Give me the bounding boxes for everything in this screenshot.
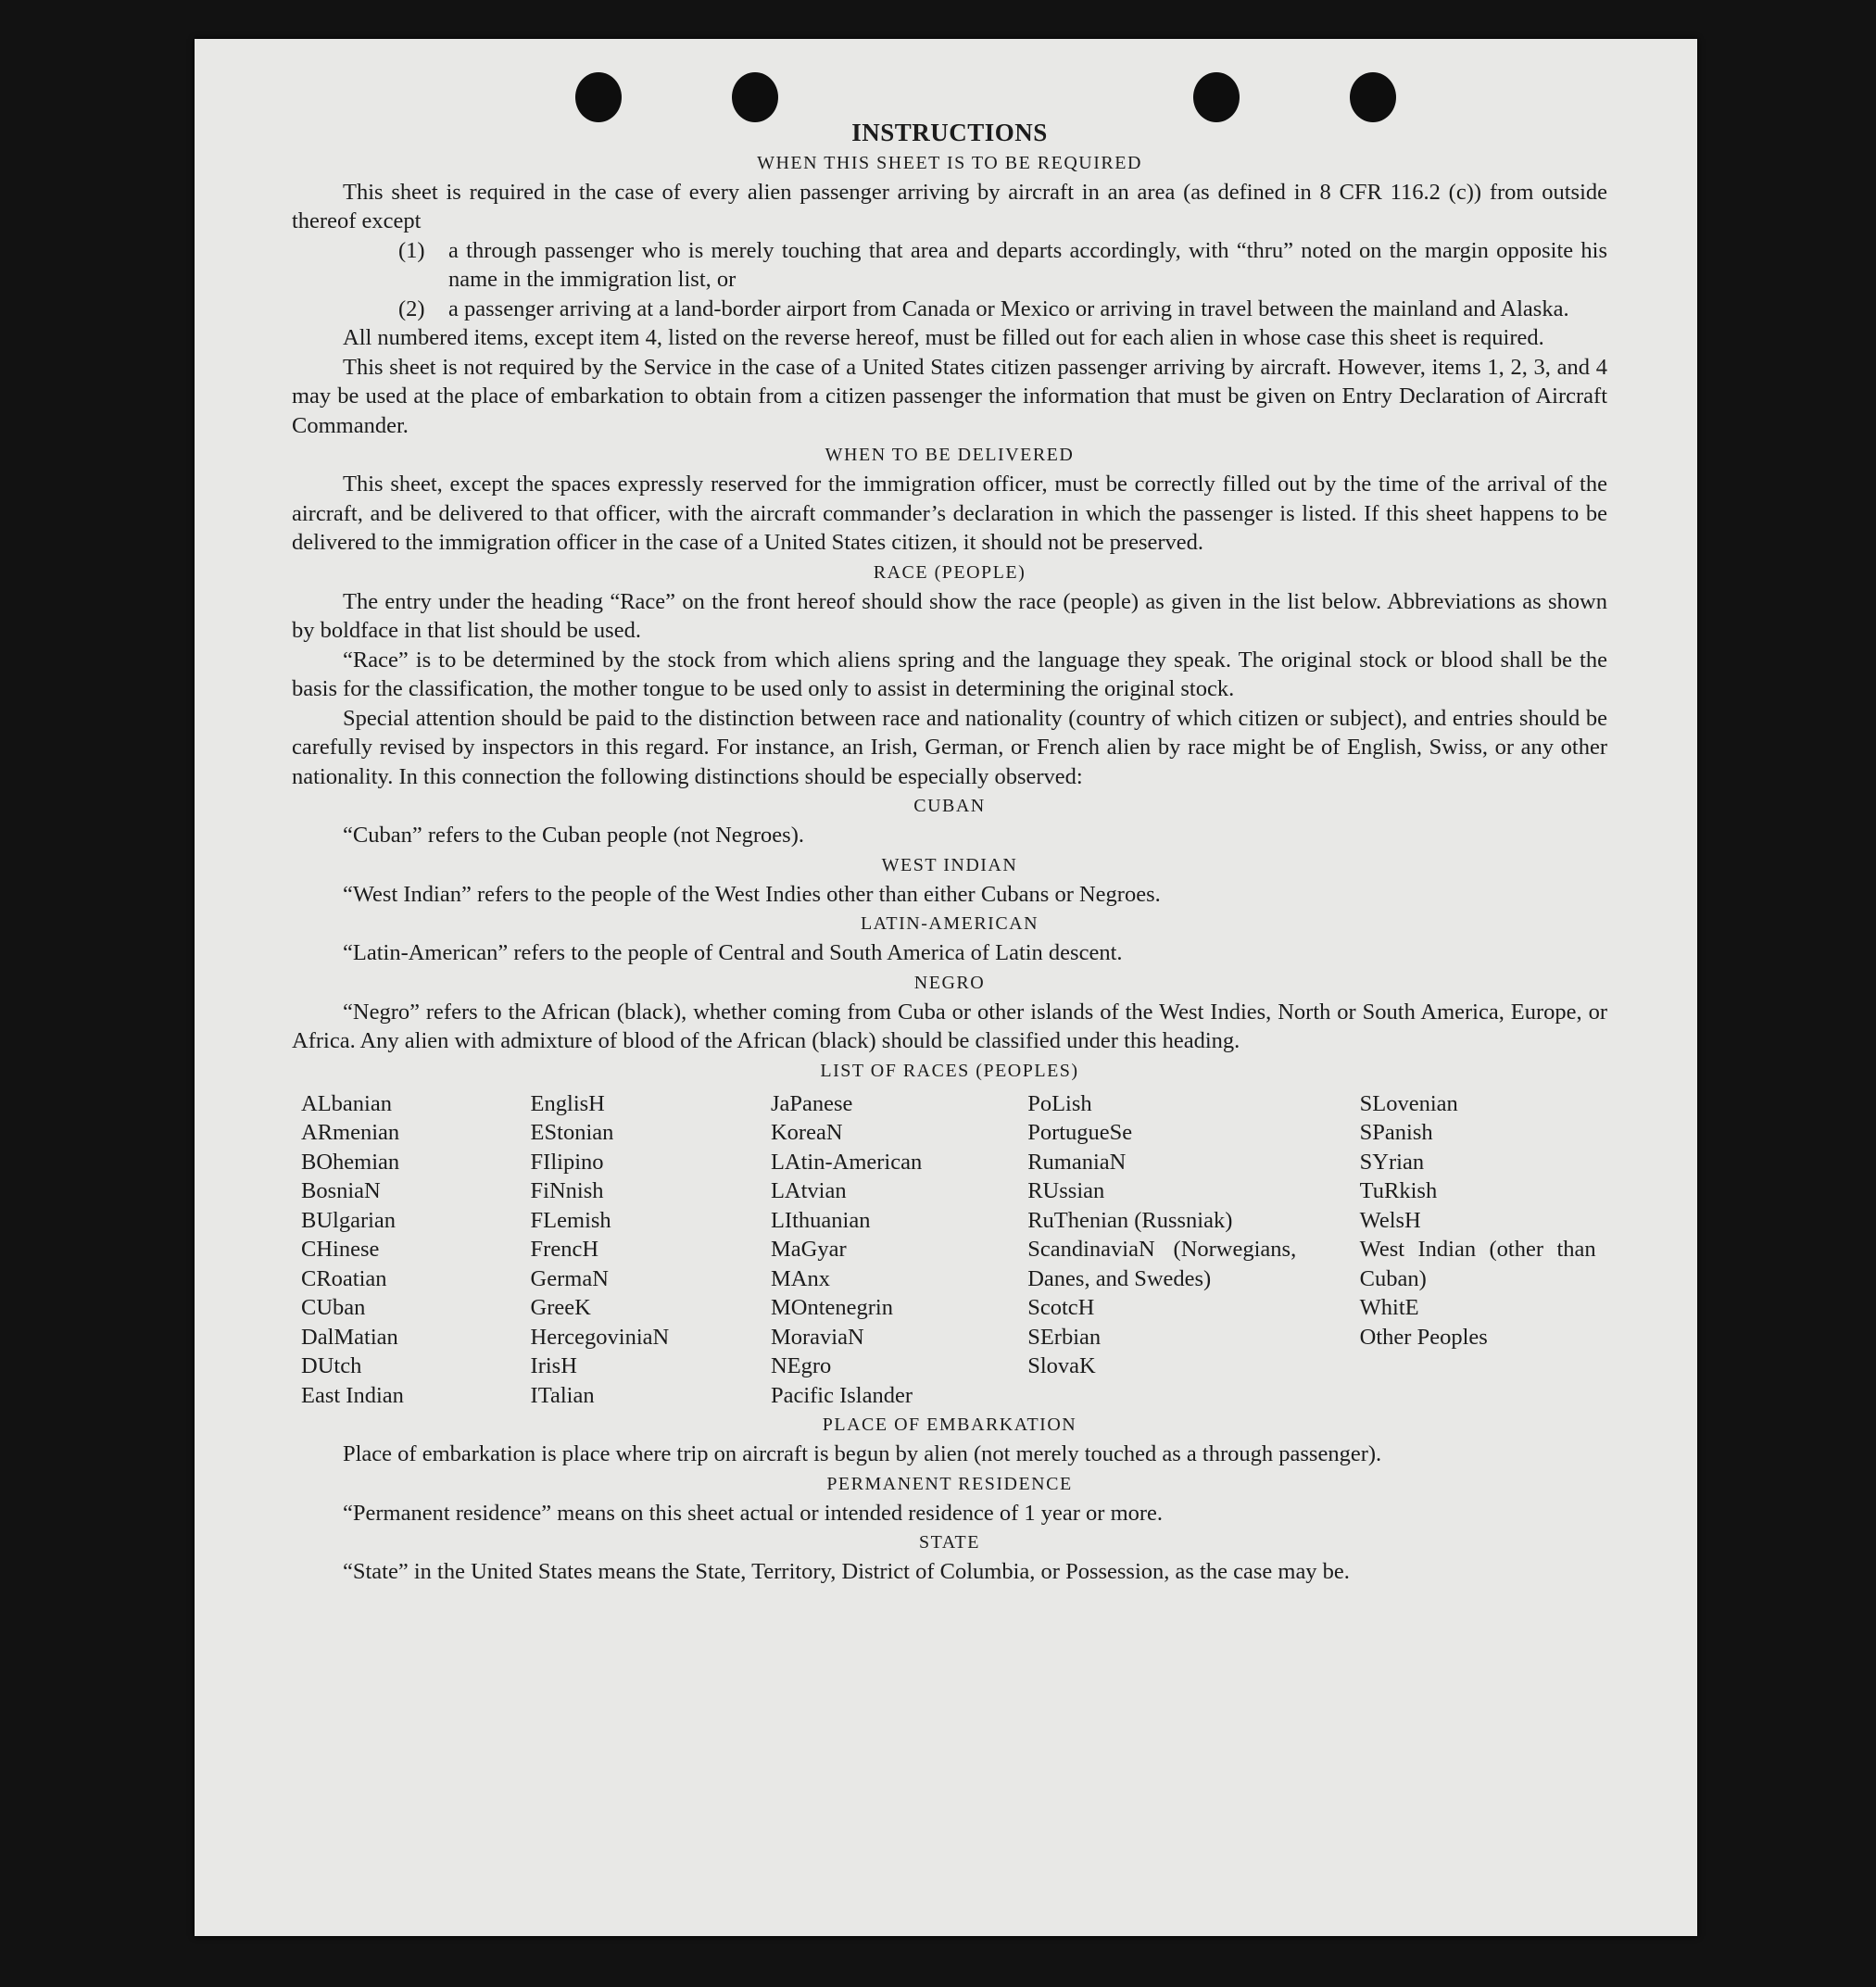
race-entry: Pacific Islander <box>770 1382 913 1408</box>
race-entry: CRoatian <box>301 1265 387 1291</box>
section-heading: WHEN TO BE DELIVERED <box>825 445 1075 465</box>
race-entry: SPanish <box>1359 1120 1433 1145</box>
section-heading: RACE (PEOPLE) <box>873 561 1026 583</box>
paragraph: “Cuban” refers to the Cuban people (not Negroes). <box>343 823 804 848</box>
punch-hole <box>1193 72 1240 122</box>
race-entry: GreeK <box>530 1295 591 1320</box>
race-entry: LIthuanian <box>770 1207 871 1233</box>
section-heading: WEST INDIAN <box>881 854 1018 875</box>
race-column <box>1360 1089 1607 1411</box>
race-entry: DUtch <box>301 1353 362 1378</box>
punch-hole <box>1350 72 1396 122</box>
race-entry: Other Peoples <box>1359 1324 1488 1350</box>
section-heading: NEGRO <box>913 972 986 993</box>
race-entry: MAnx <box>770 1265 830 1291</box>
race-entry: SYrian <box>1359 1149 1425 1175</box>
race-entry: SlovaK <box>1027 1353 1096 1378</box>
race-entry: CUban <box>301 1295 366 1320</box>
race-entry: KoreaN <box>770 1120 843 1145</box>
document-body <box>292 119 1607 1587</box>
race-list <box>292 1089 1607 1411</box>
race-column <box>1027 1089 1359 1411</box>
paragraph: “West Indian” refers to the people of the West Indies other than either Cubans or Negroes. <box>343 881 1161 907</box>
section-heading: CUBAN <box>913 796 986 816</box>
race-entry: WhitE <box>1359 1295 1419 1320</box>
exception-text: a through passenger who is merely touching that area and departs accordingly, with “thru” noted on the margin opposite his name in the immigration list, or <box>448 237 1607 292</box>
race-entry: PoLish <box>1027 1090 1092 1116</box>
paragraph: “Latin-American” refers to the people of Central and South America of Latin descent. <box>343 940 1123 965</box>
paragraph: “State” in the United States means the State, Territory, District of Columbia, or Possession, as the case may be. <box>343 1559 1350 1584</box>
section-heading: WHEN THIS SHEET IS TO BE REQUIRED <box>757 152 1142 173</box>
paragraph: All numbered items, except item 4, listed on the reverse hereof, must be filled out for each alien in whose case this sheet is required. <box>343 325 1544 350</box>
race-entry: ITalian <box>530 1382 595 1408</box>
paragraph: “Permanent residence” means on this sheet actual or intended residence of 1 year or more. <box>343 1500 1164 1526</box>
race-column <box>771 1089 1027 1411</box>
paragraph: The entry under the heading “Race” on the front hereof should show the race (people) as given in the list below. Abbreviations as shown by boldface in that list should be used. <box>292 588 1607 643</box>
paragraph: This sheet, except the spaces expressly reserved for the immigration officer, must be correctly filled out by the time of the arrival of the aircraft, and be delivered to that officer, with the aircraft commander’s declaration in which the passenger is listed. If this sheet happens to be delivered to the immigration officer in the case of a United States citizen, it should not be preserved. <box>292 472 1607 555</box>
race-entry: ALbanian <box>301 1090 392 1116</box>
paragraph: This sheet is not required by the Service in the case of a United States citizen passenger arriving by aircraft. However, items 1, 2, 3, and 4 may be used at the place of embarkation to obtain from a citizen passenger the information that must be given on Entry Declaration of Aircraft Commander. <box>292 354 1607 438</box>
exception-item <box>398 236 1607 295</box>
race-entry: HercegoviniaN <box>530 1324 670 1350</box>
section-heading: PLACE OF EMBARKATION <box>822 1415 1077 1435</box>
race-entry: BUlgarian <box>301 1207 397 1233</box>
paragraph: “Negro” refers to the African (black), whether coming from Cuba or other islands of the West Indies, North or South America, Europe, or Africa. Any alien with admixture of blood of the African (black) should be classified under this heading. <box>292 999 1607 1053</box>
race-entry: ScotcH <box>1027 1295 1095 1320</box>
race-entry: ARmenian <box>301 1120 400 1145</box>
race-entry: FiNnish <box>530 1178 604 1203</box>
race-entry: TuRkish <box>1359 1178 1438 1203</box>
race-entry: CHinese <box>301 1237 380 1262</box>
race-entry: BOhemian <box>301 1149 400 1175</box>
race-entry: RuThenian (Russniak) <box>1027 1207 1233 1233</box>
race-entry: EnglisH <box>530 1090 605 1116</box>
race-entry: SErbian <box>1027 1324 1102 1350</box>
race-entry: EStonian <box>530 1120 614 1145</box>
race-entry: IrisH <box>530 1353 577 1378</box>
exception-text: a passenger arriving at a land-border airport from Canada or Mexico or arriving in travel between the mainland and Alaska. <box>448 296 1569 321</box>
exception-item <box>398 295 1607 324</box>
race-entry: FLemish <box>530 1207 611 1233</box>
section-heading: LIST OF RACES (PEOPLES) <box>820 1060 1079 1081</box>
race-entry: PortugueSe <box>1027 1120 1133 1145</box>
race-entry: FIlipino <box>530 1149 604 1175</box>
race-entry: SLovenian <box>1359 1090 1458 1116</box>
race-entry: MOntenegrin <box>770 1295 893 1320</box>
section-heading: LATIN-AMERICAN <box>860 913 1039 934</box>
race-entry: NEgro <box>770 1353 832 1378</box>
race-entry: West Indian (other than Cuban) <box>1359 1237 1596 1291</box>
race-column <box>531 1089 771 1411</box>
paragraph: Special attention should be paid to the distinction between race and nationality (country of which citizen or subject), and entries should be carefully revised by inspectors in this regard. For instance, an Irish, German, or French alien by race might be of English, Swiss, or any other nationality. In this connection the following distinctions should be especially observed: <box>292 705 1607 789</box>
page-title: INSTRUCTIONS <box>851 119 1048 146</box>
race-entry: ScandinaviaN (Norwegians, Danes, and Swedes) <box>1027 1237 1297 1291</box>
race-entry: RUssian <box>1027 1178 1105 1203</box>
race-entry: GermaN <box>530 1265 609 1291</box>
race-column <box>292 1089 531 1411</box>
section-heading: STATE <box>919 1532 980 1553</box>
race-entry: FrencH <box>530 1237 599 1262</box>
race-entry: East Indian <box>301 1382 404 1408</box>
race-entry: DalMatian <box>301 1324 398 1350</box>
race-entry: JaPanese <box>770 1090 853 1116</box>
race-entry: MoraviaN <box>770 1324 864 1350</box>
exception-number: (1) <box>398 237 425 263</box>
race-entry: MaGyar <box>770 1237 847 1262</box>
paragraph: “Race” is to be determined by the stock from which aliens spring and the language they speak. The original stock or blood shall be the basis for the classification, the mother tongue to be used only to assist in determining the original stock. <box>292 647 1607 701</box>
exception-number: (2) <box>398 296 425 321</box>
punch-hole <box>732 72 778 122</box>
punch-hole <box>575 72 622 122</box>
race-entry: BosniaN <box>301 1178 381 1203</box>
race-entry: RumaniaN <box>1027 1149 1127 1175</box>
race-entry: LAtvian <box>770 1178 847 1203</box>
race-entry: LAtin-American <box>770 1149 923 1175</box>
section-heading: PERMANENT RESIDENCE <box>826 1473 1073 1494</box>
paragraph: This sheet is required in the case of every alien passenger arriving by aircraft in an area (as defined in 8 CFR 116.2 (c)) from outside thereof except <box>292 179 1607 233</box>
paragraph: Place of embarkation is place where trip on aircraft is begun by alien (not merely touched as a through passenger). <box>343 1441 1382 1466</box>
race-entry: WelsH <box>1359 1207 1421 1233</box>
document-page <box>195 39 1697 1936</box>
